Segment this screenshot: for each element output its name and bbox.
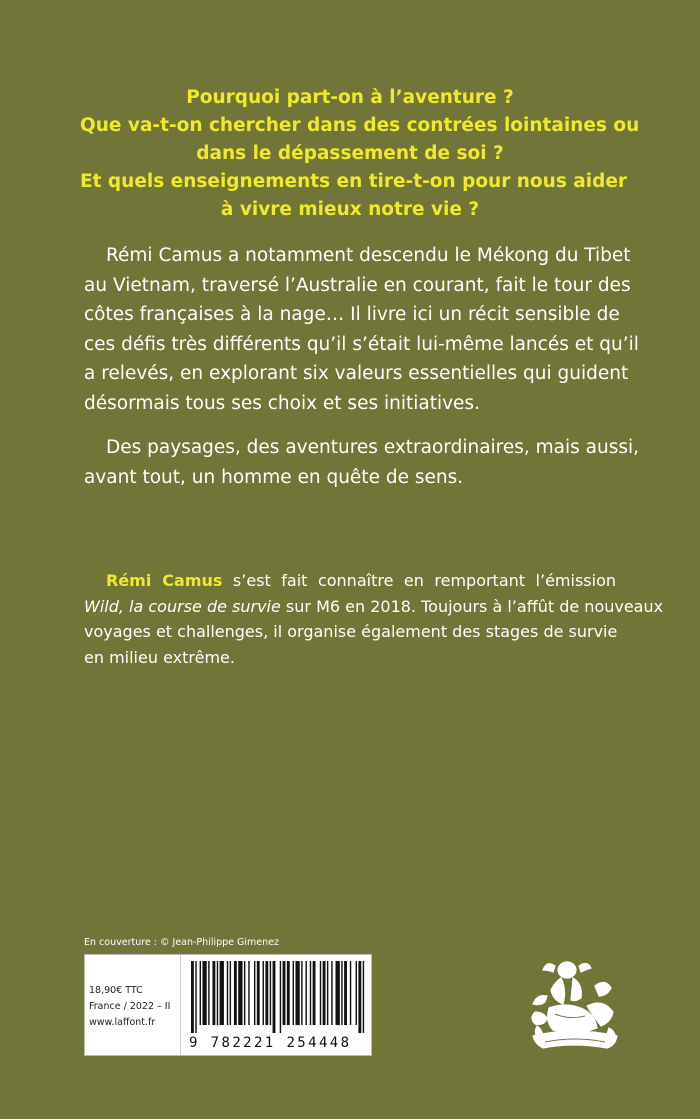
barcode-bar bbox=[305, 961, 306, 1025]
author-name: Rémi Camus bbox=[106, 571, 223, 590]
bio-line: en milieu extrême. bbox=[84, 647, 235, 667]
barcode-bar bbox=[313, 961, 316, 1025]
barcode-bar bbox=[234, 961, 237, 1025]
bio-text: s’est fait connaître en remportant l’émission bbox=[222, 571, 616, 590]
isbn-number: 9 782221 254448 bbox=[189, 1035, 352, 1051]
bio-line bbox=[84, 594, 664, 620]
barcode-bar bbox=[244, 961, 245, 1025]
price-info bbox=[89, 983, 170, 1031]
paragraph-line: avant tout, un homme en quête de sens. bbox=[84, 466, 464, 488]
barcode-bar bbox=[356, 961, 357, 1025]
barcode-bar bbox=[283, 961, 286, 1025]
tagline-paragraph bbox=[84, 433, 640, 492]
barcode-bar bbox=[323, 961, 326, 1025]
headline-line: dans le dépassement de soi ? bbox=[196, 143, 504, 164]
barcode-bar bbox=[327, 961, 328, 1025]
barcode-bar bbox=[220, 961, 224, 1025]
barcode-bar bbox=[265, 961, 268, 1025]
barcode-bar bbox=[238, 961, 242, 1025]
publisher-website: www.laffont.fr bbox=[89, 1017, 156, 1028]
barcode-bar bbox=[273, 961, 276, 1033]
barcode-bar bbox=[358, 961, 361, 1033]
barcode-bar bbox=[230, 961, 231, 1025]
barcode-bar bbox=[200, 961, 201, 1025]
barcode-bar bbox=[301, 961, 302, 1025]
barcode bbox=[191, 961, 367, 1033]
barcode-bar bbox=[254, 961, 255, 1025]
barcode-bar bbox=[344, 961, 347, 1025]
barcode-bar bbox=[295, 961, 299, 1025]
summary-paragraph bbox=[84, 241, 639, 418]
barcode-bar bbox=[248, 961, 249, 1025]
barcode-bar bbox=[363, 961, 364, 1033]
bio-text: sur M6 en 2018. Toujours à l’affût de nouveaux bbox=[280, 596, 664, 616]
barcode-bar bbox=[310, 961, 311, 1025]
barcode-bar bbox=[331, 961, 332, 1025]
paragraph-line: ces défis très différents qu’il s’était lui-même lancés et qu’il bbox=[84, 333, 639, 355]
divider bbox=[180, 955, 181, 1055]
barcode-bar bbox=[257, 961, 260, 1025]
barcode-bar bbox=[270, 961, 271, 1025]
barcode-bar bbox=[350, 961, 351, 1025]
barcode-bar bbox=[287, 961, 290, 1025]
barcode-bar bbox=[341, 961, 342, 1025]
country-date: France / 2022 – II bbox=[89, 1001, 171, 1012]
paragraph-line: côtes françaises à la nage… Il livre ici un récit sensible de bbox=[84, 304, 620, 325]
headline-line: Et quels enseignements en tire-t-on pour nous aider bbox=[80, 171, 628, 192]
price: 18,90€ TTC bbox=[89, 985, 143, 996]
barcode-bar bbox=[195, 961, 196, 1033]
barcode-bar bbox=[280, 961, 281, 1033]
barcode-bar bbox=[336, 961, 340, 1025]
show-title: Wild, la course de survie bbox=[84, 596, 281, 616]
back-cover-headline bbox=[80, 84, 640, 224]
author-bio bbox=[84, 568, 664, 670]
barcode-bar bbox=[212, 961, 215, 1025]
barcode-bar bbox=[202, 961, 206, 1025]
paragraph-line: Rémi Camus a notamment descendu le Mékong du Tibet bbox=[106, 245, 631, 266]
paragraph-line: au Vietnam, traversé l’Australie en courant, fait le tour des bbox=[84, 274, 631, 296]
barcode-bar bbox=[263, 961, 264, 1025]
headline-line: Pourquoi part-on à l’aventure ? bbox=[186, 87, 514, 108]
paragraph-line: a relevés, en explorant six valeurs essentielles qui guident bbox=[84, 363, 629, 384]
barcode-bar bbox=[320, 961, 321, 1025]
cover-credit: En couverture : © Jean-Philippe Gimenez bbox=[84, 937, 279, 948]
barcode-bar bbox=[227, 961, 228, 1025]
bio-line bbox=[84, 568, 616, 594]
barcode-bar bbox=[191, 961, 194, 1033]
paragraph-line: désormais tous ses choix et ses initiatives. bbox=[84, 392, 480, 414]
barcode-bar bbox=[208, 961, 209, 1025]
barcode-label bbox=[84, 954, 372, 1056]
barcode-bar bbox=[217, 961, 218, 1025]
bio-line: voyages et challenges, il organise également des stages de survie bbox=[84, 622, 618, 641]
barcode-bar bbox=[293, 961, 294, 1025]
paragraph-line: Des paysages, des aventures extraordinaires, mais aussi, bbox=[106, 437, 640, 458]
publisher-logo-icon bbox=[525, 950, 625, 1060]
headline-line: à vivre mieux notre vie ? bbox=[220, 199, 480, 220]
headline-line: Que va-t-on chercher dans des contrées lointaines ou bbox=[80, 115, 640, 136]
